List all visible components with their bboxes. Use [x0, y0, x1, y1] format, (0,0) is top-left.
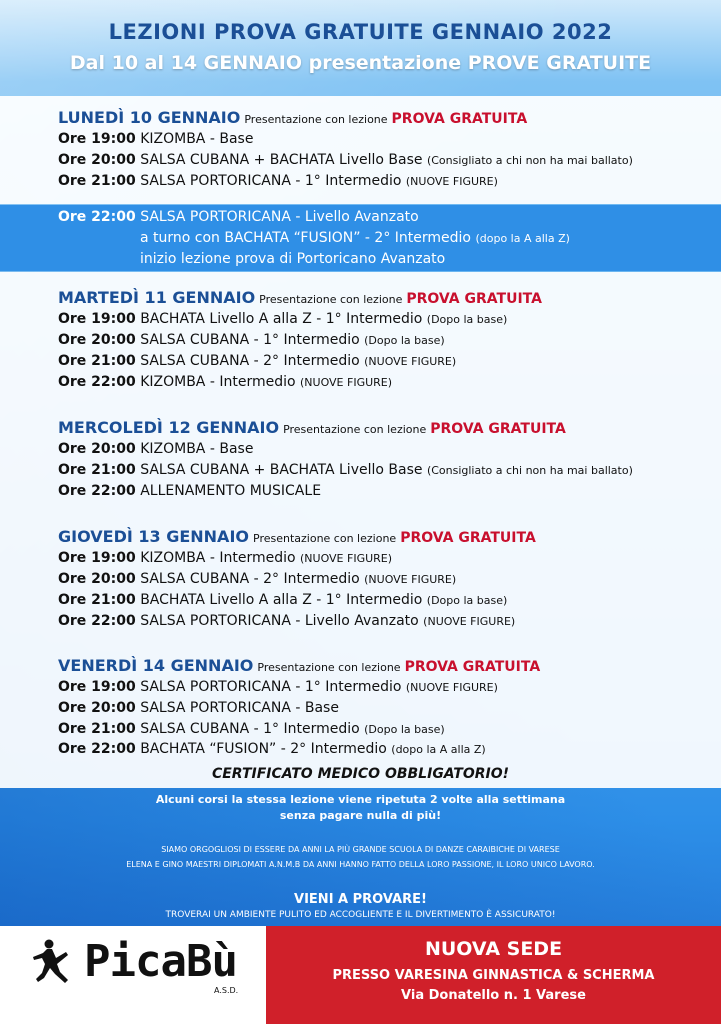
- lesson-row: Ore 22:00 SALSA PORTORICANA - Livello Avanzato (NUOVE FIGURE): [58, 613, 516, 629]
- pride-line-2: ELENA E GINO MAESTRI DIPLOMATI A.N.M.B DA ANNI HANNO FATTO DELLA LORO PASSIONE, IL LORO UNICO LAVORO.: [126, 860, 595, 869]
- lesson-row: Ore 22:00 KIZOMBA - Intermedio (NUOVE FIGURE): [58, 374, 393, 390]
- day-heading-thursday: GIOVEDÌ 13 GENNAIO Presentazione con lezione PROVA GRATUITA: [58, 527, 536, 546]
- lesson-row: Ore 19:00 KIZOMBA - Base: [58, 131, 254, 147]
- lesson-row: Ore 20:00 KIZOMBA - Base: [58, 441, 254, 457]
- lesson-row: Ore 22:00 BACHATA “FUSION” - 2° Intermedio (dopo la A alla Z): [58, 741, 486, 757]
- page-title: LEZIONI PROVA GRATUITE GENNAIO 2022: [108, 20, 613, 44]
- day-heading-wednesday: MERCOLEDÌ 12 GENNAIO Presentazione con lezione PROVA GRATUITA: [58, 418, 566, 437]
- day-name: MERCOLEDÌ 12 GENNAIO: [58, 418, 280, 437]
- day-name: LUNEDÌ 10 GENNAIO: [58, 108, 241, 127]
- lesson-row: Ore 21:00 BACHATA Livello A alla Z - 1° Intermedio (Dopo la base): [58, 592, 508, 608]
- lesson-row: Ore 22:00 ALLENAMENTO MUSICALE: [58, 483, 322, 499]
- pride-line: SIAMO ORGOGLIOSI DI ESSERE DA ANNI LA PIÙ GRANDE SCUOLA DI DANZE CARAIBICHE DI VARESE: [161, 845, 560, 854]
- new-location-place: PRESSO VARESINA GINNASTICA & SCHERMA: [332, 968, 655, 983]
- day-name: GIOVEDÌ 13 GENNAIO: [58, 527, 249, 546]
- lesson-row: Ore 21:00 SALSA CUBANA - 2° Intermedio (NUOVE FIGURE): [58, 353, 457, 369]
- extra-lesson-line: a turno con BACHATA “FUSION” - 2° Intermedio (dopo la A alla Z): [140, 230, 570, 246]
- header: [0, 0, 721, 96]
- extra-lesson-row: Ore 22:00 SALSA PORTORICANA - Livello Avanzato: [58, 209, 419, 225]
- environment-line: TROVERAI UN AMBIENTE PULITO ED ACCOGLIENTE E IL DIVERTIMENTO È ASSICURATO!: [165, 910, 556, 920]
- lesson-row: Ore 21:00 SALSA CUBANA - 1° Intermedio (Dopo la base): [58, 721, 445, 737]
- lesson-row: Ore 19:00 KIZOMBA - Intermedio (NUOVE FIGURE): [58, 550, 393, 566]
- certificate-notice: CERTIFICATO MEDICO OBBLIGATORIO!: [211, 766, 510, 782]
- day-heading-friday: VENERDÌ 14 GENNAIO Presentazione con lezione PROVA GRATUITA: [58, 656, 541, 675]
- day-name: VENERDÌ 14 GENNAIO: [58, 656, 254, 675]
- presentation-label: Presentazione con lezione: [244, 113, 388, 126]
- repeat-note-2: senza pagare nulla di più!: [279, 809, 442, 822]
- lesson-row: Ore 20:00 SALSA CUBANA - 2° Intermedio (NUOVE FIGURE): [58, 571, 457, 587]
- come-try-heading: VIENI A PROVARE!: [294, 892, 427, 907]
- repeat-note: Alcuni corsi la stessa lezione viene ripetuta 2 volte alla settimana: [155, 793, 566, 806]
- new-location-address: Via Donatello n. 1 Varese: [401, 988, 586, 1003]
- logo-subtitle: A.S.D.: [214, 986, 239, 995]
- dancer-icon: [32, 938, 72, 984]
- lesson-row: Ore 20:00 SALSA PORTORICANA - Base: [58, 700, 339, 716]
- lesson-row: Ore 19:00 BACHATA Livello A alla Z - 1° Intermedio (Dopo la base): [58, 311, 508, 327]
- prova-gratuita-label: PROVA GRATUITA: [391, 111, 528, 127]
- page-subtitle: Dal 10 al 14 GENNAIO presentazione PROVE GRATUITE: [69, 52, 652, 74]
- logo-wordmark: PicaBù: [84, 936, 237, 987]
- new-location-box: [266, 926, 721, 1024]
- lesson-row: Ore 20:00 SALSA CUBANA + BACHATA Livello Base (Consigliato a chi non ha mai ballato): [58, 152, 633, 168]
- day-name: MARTEDÌ 11 GENNAIO: [58, 288, 256, 307]
- lesson-row: Ore 20:00 SALSA CUBANA - 1° Intermedio (Dopo la base): [58, 332, 445, 348]
- lesson-row: Ore 21:00 SALSA PORTORICANA - 1° Intermedio (NUOVE FIGURE): [58, 173, 498, 189]
- new-location-title: NUOVA SEDE: [424, 938, 563, 960]
- extra-lesson-line: inizio lezione prova di Portoricano Avanzato: [140, 251, 446, 267]
- lesson-row: Ore 19:00 SALSA PORTORICANA - 1° Intermedio (NUOVE FIGURE): [58, 679, 498, 695]
- day-heading-monday: [58, 108, 527, 127]
- lesson-row: Ore 21:00 SALSA CUBANA + BACHATA Livello Base (Consigliato a chi non ha mai ballato): [58, 462, 633, 478]
- day-heading-tuesday: MARTEDÌ 11 GENNAIO Presentazione con lezione PROVA GRATUITA: [58, 288, 542, 307]
